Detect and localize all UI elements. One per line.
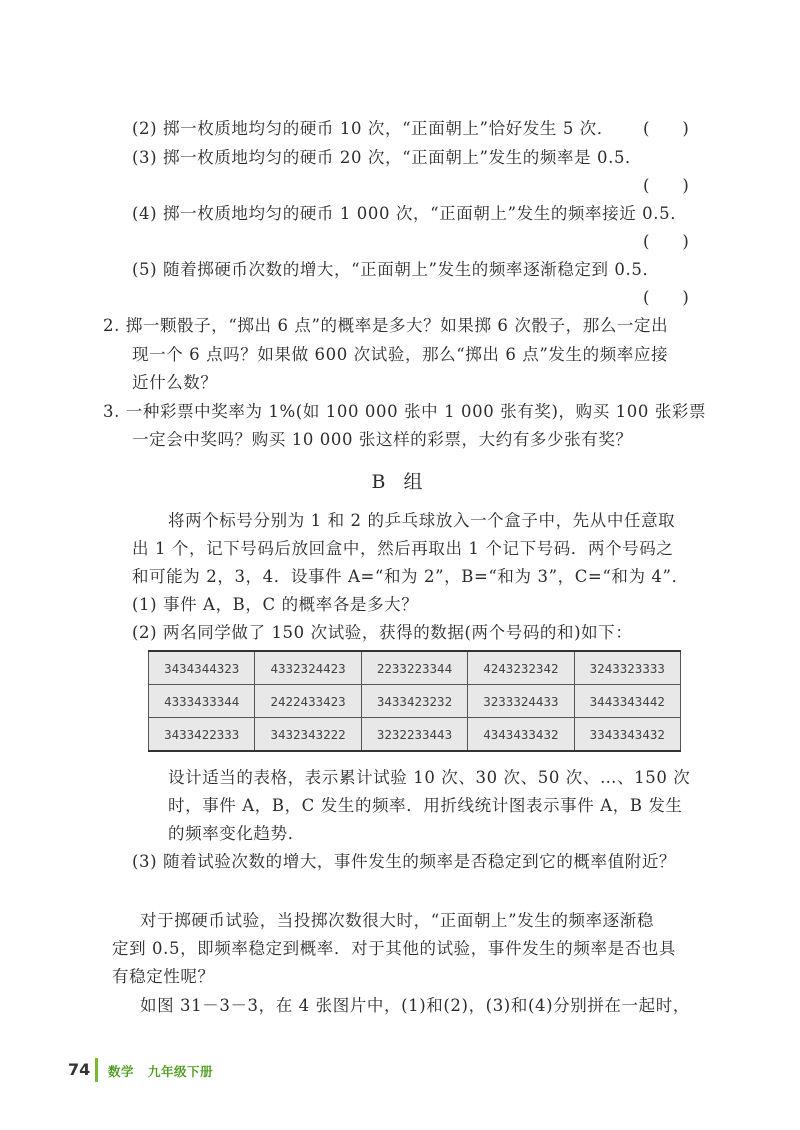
- group-b-task-line-1: 设计适当的表格，表示累计试验 10 次、30 次、50 次、…、150 次: [168, 768, 691, 787]
- group-b-question-3: (3) 随着试验次数的增大，事件发生的频率是否稳定到它的概率值附近？: [132, 852, 677, 871]
- table-cell: 3243323333: [574, 651, 680, 685]
- q2-line-3: 近什么数？: [132, 373, 218, 392]
- q1-answer-blank-3: ( ): [643, 176, 689, 195]
- table-cell: 4343433432: [468, 718, 574, 752]
- table-cell: 3434344323: [149, 651, 255, 685]
- q1-statement-3: (3) 掷一枚质地均匀的硬币 20 次，“正面朝上”发生的频率是 0.5．: [132, 148, 643, 167]
- table-row: [149, 651, 681, 685]
- body-paragraph-line-4: 如图 31－3－3，在 4 张图片中，(1)和(2)，(3)和(4)分别拼在一起时，: [140, 996, 690, 1015]
- group-b-heading: B 组: [371, 471, 429, 493]
- q2-line-1: 2. 掷一颗骰子，“掷出 6 点”的概率是多大？如果掷 6 次骰子，那么一定出: [103, 316, 669, 335]
- body-paragraph-line-1: 对于掷硬币试验，当投掷次数很大时，“正面朝上”发生的频率逐渐稳: [140, 911, 654, 930]
- group-b-intro-line-2: 出 1 个，记下号码后放回盒中，然后再取出 1 个记下号码．两个号码之: [132, 539, 674, 558]
- q1-statement-5: (5) 随着掷硬币次数的增大，“正面朝上”发生的频率逐渐稳定到 0.5．: [132, 260, 660, 279]
- table-cell: 4332324423: [255, 651, 361, 685]
- trial-data-table: [148, 650, 681, 752]
- q1-answer-blank-4: ( ): [643, 232, 689, 251]
- table-cell: 3443343442: [574, 685, 680, 718]
- table-cell: 2422433423: [255, 685, 361, 718]
- footer-divider: [95, 1058, 98, 1082]
- q1-statement-2: (2) 掷一枚质地均匀的硬币 10 次，“正面朝上”恰好发生 5 次．: [132, 119, 614, 138]
- table-cell: 3343343432: [574, 718, 680, 752]
- q1-answer-blank-2: ( ): [643, 119, 689, 138]
- q1-answer-blank-5: ( ): [643, 288, 689, 307]
- group-b-task-line-3: 的频率变化趋势．: [168, 824, 305, 843]
- table-cell: 4243232342: [468, 651, 574, 685]
- q3-line-1: 3. 一种彩票中奖率为 1%(如 100 000 张中 1 000 张有奖)，购买 100 张彩票: [103, 402, 707, 421]
- table-cell: 3233324433: [468, 685, 574, 718]
- group-b-intro-line-3: 和可能为 2，3，4．设事件 A=“和为 2”，B=“和为 3”，C=“和为 4”．: [132, 567, 689, 586]
- table-cell: 3433422333: [149, 718, 255, 752]
- table-row: [149, 718, 681, 752]
- table-cell: 3433423232: [361, 685, 467, 718]
- footer-subject: 数学: [108, 1064, 135, 1079]
- table-row: [149, 685, 681, 718]
- q1-statement-4: (4) 掷一枚质地均匀的硬币 1 000 次，“正面朝上”发生的频率接近 0.5．: [132, 204, 688, 223]
- page-number: 74: [68, 1060, 91, 1079]
- table-cell: 2233223344: [361, 651, 467, 685]
- table-cell: 3432343222: [255, 718, 361, 752]
- footer-book-title: [108, 1062, 227, 1080]
- group-b-question-2: (2) 两名同学做了 150 次试验，获得的数据(两个号码的和)如下：: [132, 623, 633, 642]
- group-b-question-1: (1) 事件 A，B，C 的概率各是多大？: [132, 595, 419, 614]
- q3-line-2: 一定会中奖吗？购买 10 000 张这样的彩票，大约有多少张有奖？: [132, 430, 633, 449]
- table-cell: 3232233443: [361, 718, 467, 752]
- group-b-intro-line-1: 将两个标号分别为 1 和 2 的乒乓球放入一个盒子中，先从中任意取: [168, 511, 676, 530]
- footer-grade: 九年级下册: [148, 1064, 214, 1079]
- body-paragraph-line-3: 有稳定性呢？: [112, 967, 215, 986]
- group-b-task-line-2: 时，事件 A，B，C 发生的频率．用折线统计图表示事件 A，B 发生: [168, 796, 683, 815]
- body-paragraph-line-2: 定到 0.5，即频率稳定到概率．对于其他的试验，事件发生的频率是否也具: [112, 939, 676, 958]
- table-cell: 4333433344: [149, 685, 255, 718]
- q2-line-2: 现一个 6 点吗？如果做 600 次试验，那么“掷出 6 点”发生的频率应接: [132, 345, 669, 364]
